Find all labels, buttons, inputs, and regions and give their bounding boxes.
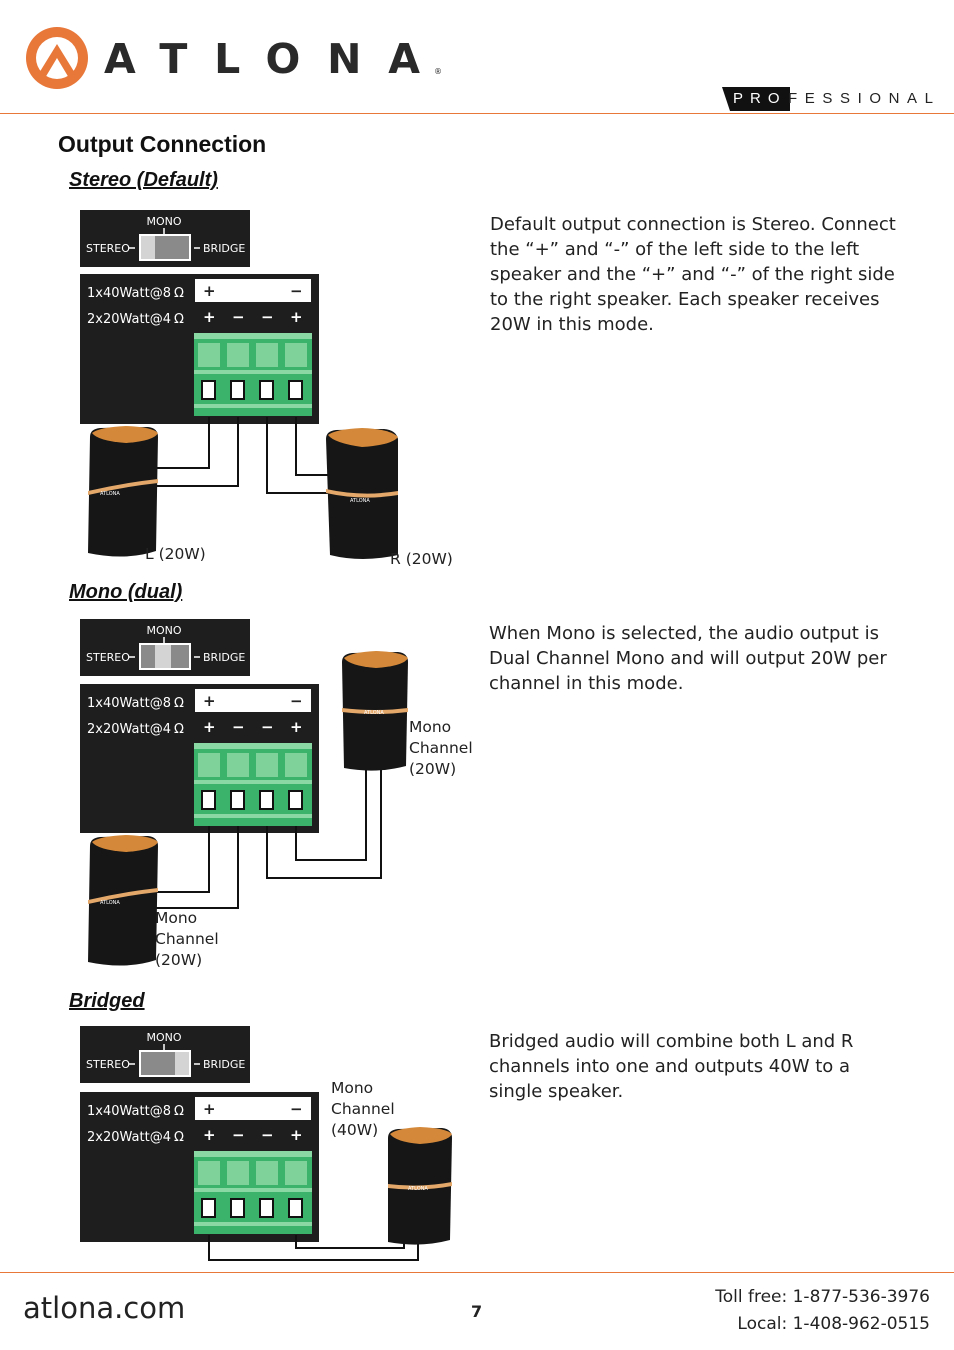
label-mono-top: Mono Channel (20W) bbox=[409, 718, 473, 778]
svg-text:Ω: Ω bbox=[174, 1130, 184, 1145]
brand-text: ATLONA bbox=[104, 42, 430, 76]
svg-text:−: − bbox=[232, 718, 245, 736]
tagline-rest: FESSIONAL bbox=[788, 90, 941, 107]
svg-text:STEREO: STEREO bbox=[86, 651, 130, 664]
switch-label-mono: MONO bbox=[146, 215, 182, 228]
svg-text:2x20Watt@4: 2x20Watt@4 bbox=[87, 1130, 171, 1145]
label-bridged-speaker: Mono Channel (40W) bbox=[331, 1079, 395, 1139]
svg-text:−: − bbox=[290, 282, 303, 300]
toll-free-number: Toll free: 1-877-536-3976 bbox=[715, 1287, 930, 1307]
rating-8ohm: 1x40Watt@8 bbox=[87, 286, 171, 301]
svg-text:+: + bbox=[203, 718, 216, 736]
label-right-speaker: R (20W) bbox=[390, 550, 453, 568]
switch-label-stereo: STEREO bbox=[86, 242, 130, 255]
amplifier-terminal-panel bbox=[80, 684, 319, 833]
svg-text:+: + bbox=[290, 1126, 303, 1144]
mode-switch bbox=[80, 1026, 250, 1083]
registered-mark: ® bbox=[434, 67, 442, 76]
svg-text:ATLONA: ATLONA bbox=[100, 491, 120, 497]
svg-text:Ω: Ω bbox=[174, 1104, 184, 1119]
amplifier-terminal-panel bbox=[80, 274, 319, 424]
atlona-logo-icon bbox=[22, 24, 92, 92]
speaker-bridged bbox=[388, 1127, 452, 1245]
footer-divider bbox=[0, 1272, 954, 1273]
page-title: Output Connection bbox=[58, 131, 267, 157]
mode-switch bbox=[80, 619, 250, 676]
speaker-right bbox=[326, 428, 398, 559]
svg-text:+: + bbox=[203, 308, 216, 326]
svg-text:MONO: MONO bbox=[146, 624, 182, 637]
tagline-highlight: PRO bbox=[733, 90, 787, 107]
footer-contact bbox=[715, 1284, 930, 1338]
speaker-top bbox=[342, 651, 408, 771]
svg-text:+: + bbox=[203, 282, 216, 300]
svg-text:+: + bbox=[203, 1126, 216, 1144]
svg-text:−: − bbox=[290, 692, 303, 710]
svg-text:+: + bbox=[290, 718, 303, 736]
speaker-left bbox=[88, 426, 158, 557]
section-heading-stereo: Stereo (Default) bbox=[69, 169, 218, 191]
mode-switch bbox=[80, 210, 250, 267]
stereo-description: Default output connection is Stereo. Connect the “+” and “-” of the left side to the left speaker and the “+” and “-” of the right side to the right speaker. Each speaker receives 20W in this mode. bbox=[490, 214, 896, 335]
svg-text:+: + bbox=[290, 308, 303, 326]
svg-text:1x40Watt@8: 1x40Watt@8 bbox=[87, 1104, 171, 1119]
svg-text:1x40Watt@8: 1x40Watt@8 bbox=[87, 696, 171, 711]
svg-text:ATLONA: ATLONA bbox=[100, 900, 120, 906]
amplifier-terminal-panel bbox=[80, 1092, 319, 1242]
label-mono-bottom: Mono Channel (20W) bbox=[155, 909, 219, 969]
svg-text:STEREO: STEREO bbox=[86, 1058, 130, 1071]
svg-text:−: − bbox=[232, 1126, 245, 1144]
svg-text:Ω: Ω bbox=[174, 696, 184, 711]
svg-text:ATLONA: ATLONA bbox=[350, 498, 370, 504]
local-number: Local: 1-408-962-0515 bbox=[737, 1314, 930, 1334]
svg-text:+: + bbox=[203, 1100, 216, 1118]
page-number: 7 bbox=[471, 1302, 483, 1321]
svg-text:−: − bbox=[261, 1126, 274, 1144]
switch-label-bridge: BRIDGE bbox=[203, 242, 246, 255]
svg-text:Ω: Ω bbox=[174, 286, 184, 301]
speaker-bottom bbox=[88, 835, 158, 966]
header bbox=[0, 0, 954, 114]
bridged-description: Bridged audio will combine both L and R channels into one and outputs 40W to a single speaker. bbox=[489, 1031, 854, 1102]
stereo-diagram bbox=[0, 205, 480, 580]
svg-text:+: + bbox=[203, 692, 216, 710]
svg-text:BRIDGE: BRIDGE bbox=[203, 1058, 246, 1071]
section-heading-bridged: Bridged bbox=[69, 990, 145, 1012]
atlona-wordmark bbox=[104, 42, 444, 76]
svg-text:2x20Watt@4: 2x20Watt@4 bbox=[87, 722, 171, 737]
svg-text:−: − bbox=[290, 1100, 303, 1118]
section-heading-mono: Mono (dual) bbox=[69, 581, 183, 603]
mono-description: When Mono is selected, the audio output is Dual Channel Mono and will output 20W per channel in this mode. bbox=[489, 623, 887, 694]
svg-text:ATLONA: ATLONA bbox=[364, 710, 384, 716]
rating-4ohm: 2x20Watt@4 bbox=[87, 312, 171, 327]
speaker-wires bbox=[150, 417, 330, 493]
header-divider bbox=[0, 113, 954, 114]
svg-text:Ω: Ω bbox=[174, 722, 184, 737]
svg-text:−: − bbox=[232, 308, 245, 326]
footer-website-link[interactable]: atlona.com bbox=[23, 1291, 186, 1325]
svg-text:Ω: Ω bbox=[174, 312, 184, 327]
svg-text:MONO: MONO bbox=[146, 1031, 182, 1044]
bridged-diagram bbox=[0, 1020, 480, 1265]
svg-text:−: − bbox=[261, 308, 274, 326]
svg-text:ATLONA: ATLONA bbox=[408, 1186, 428, 1192]
mono-diagram bbox=[0, 612, 480, 982]
svg-text:−: − bbox=[261, 718, 274, 736]
label-left-speaker: L (20W) bbox=[145, 545, 206, 563]
svg-text:BRIDGE: BRIDGE bbox=[203, 651, 246, 664]
